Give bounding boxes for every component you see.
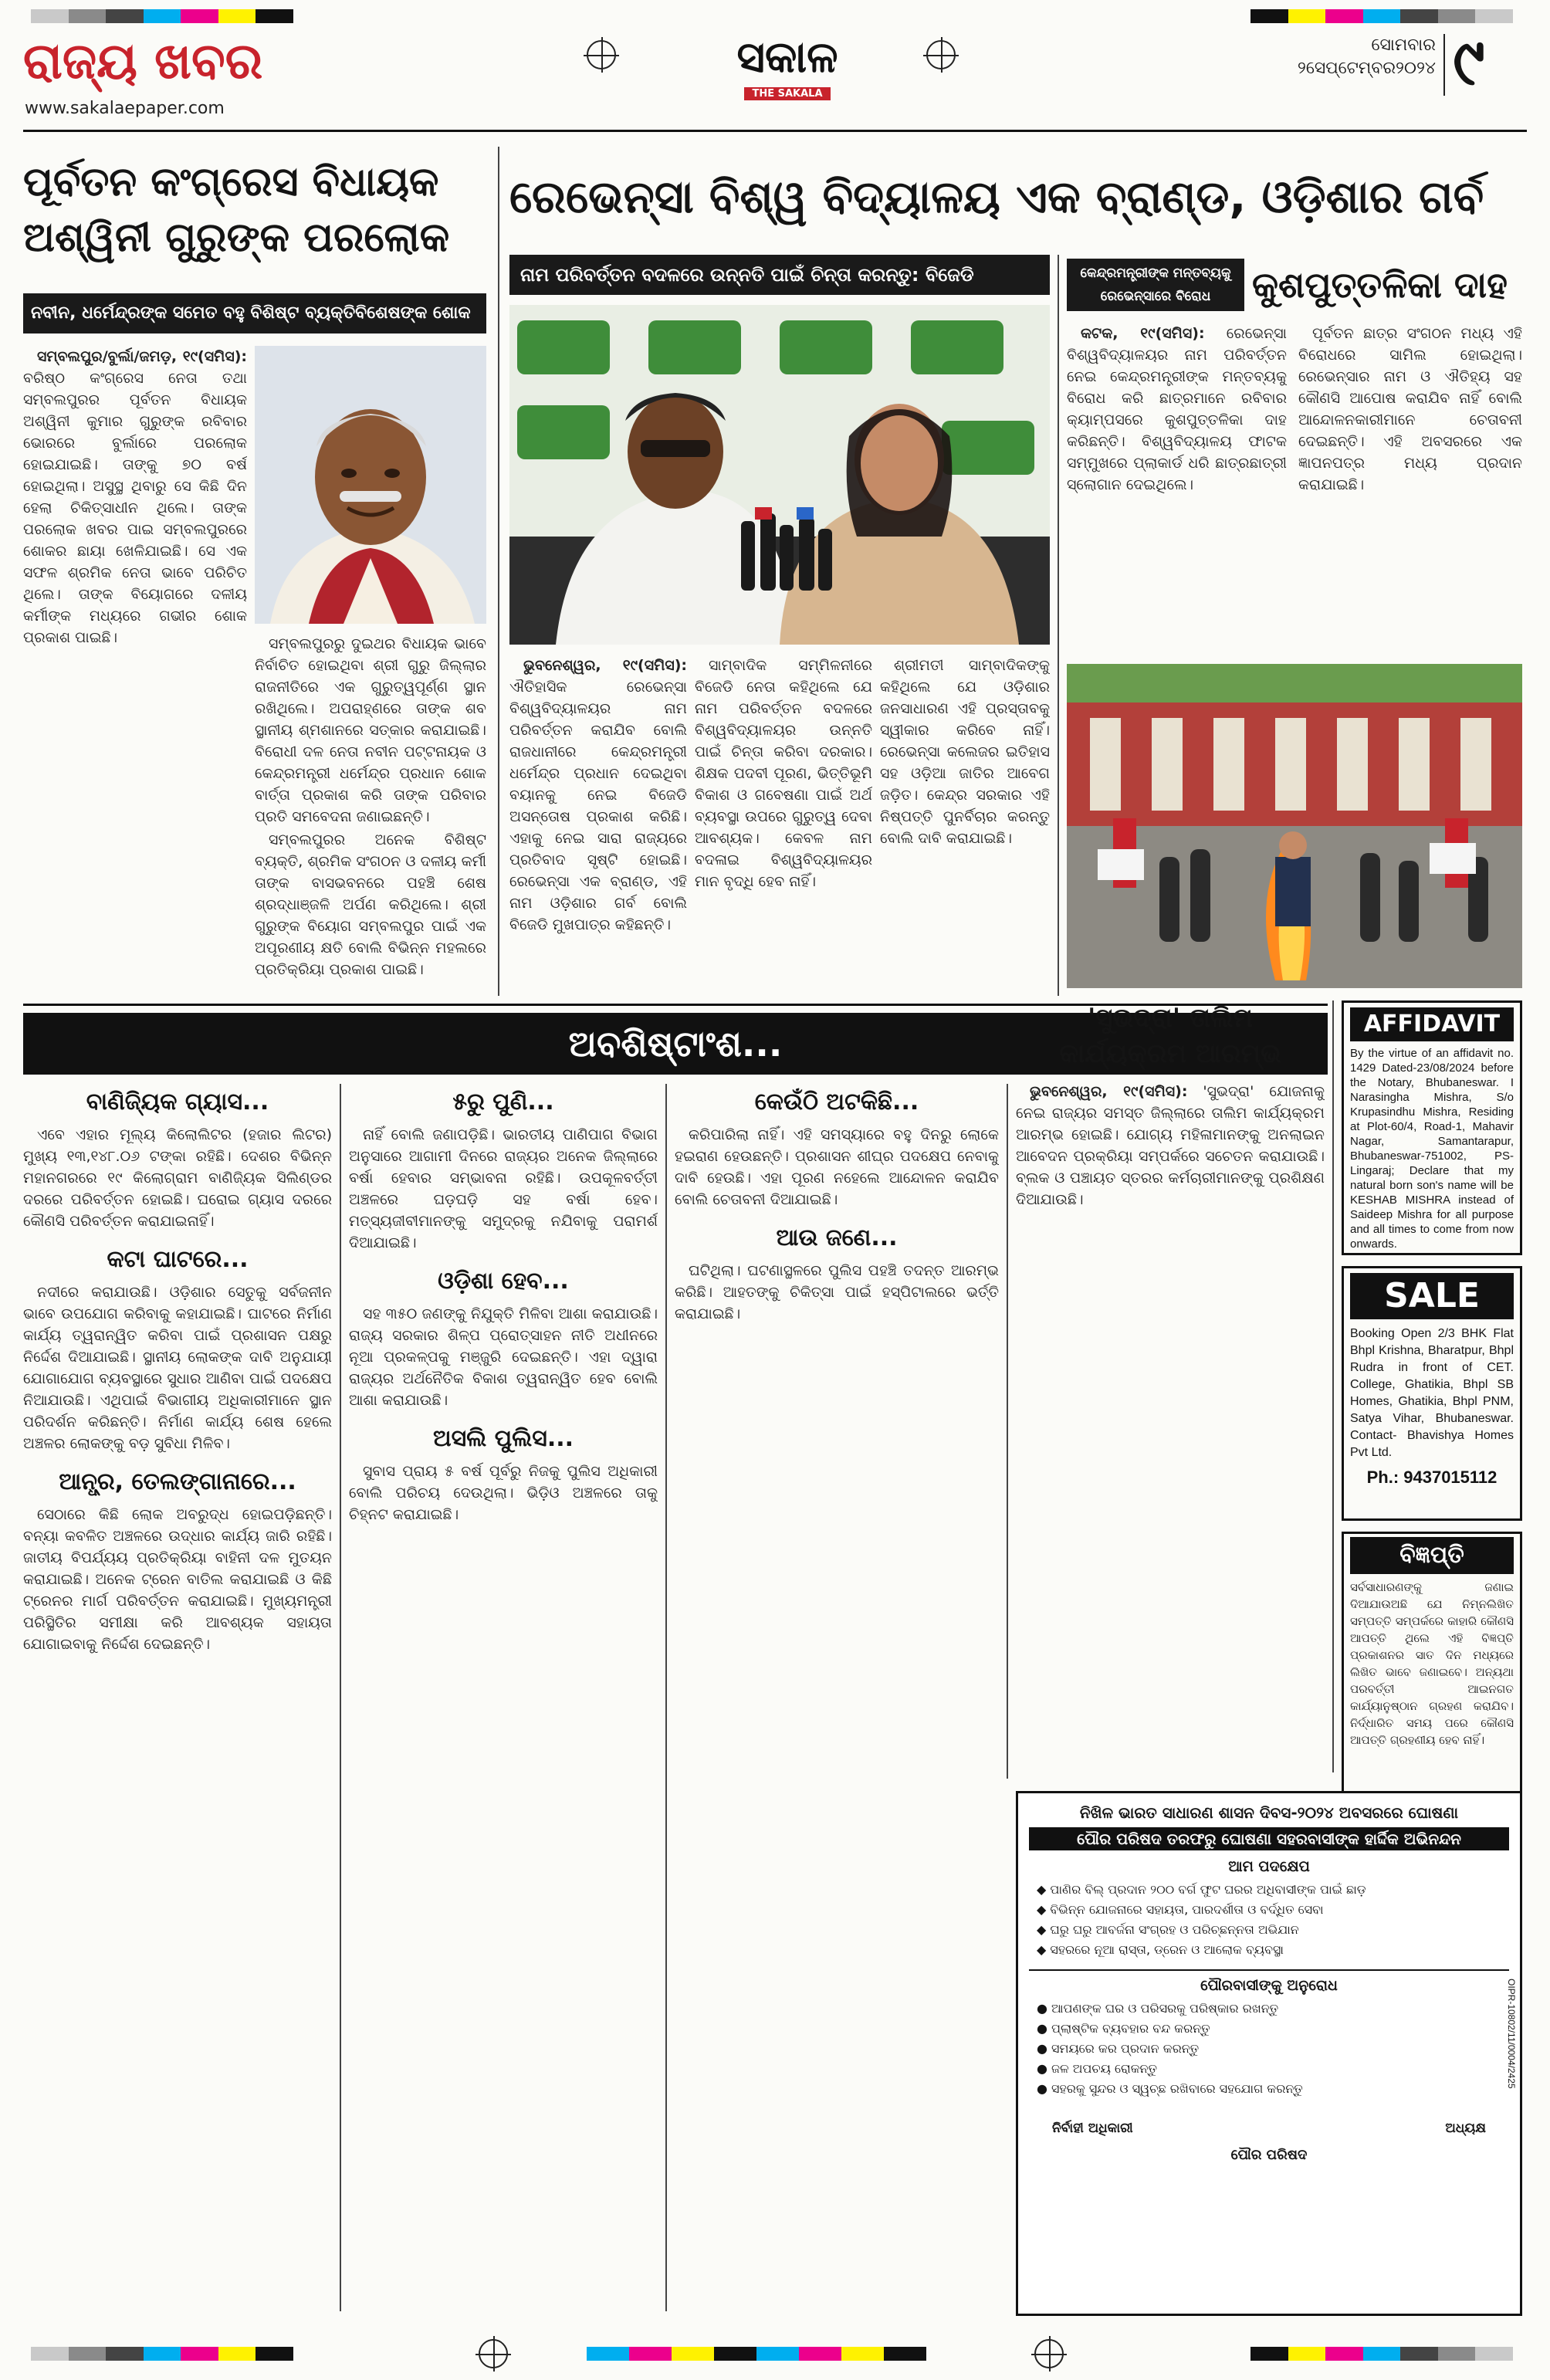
masthead-logo xyxy=(710,31,865,108)
dateline: ଭୁବନେଶ୍ୱର, ୧୯(ସମିସ): xyxy=(1030,1083,1188,1100)
govt-ad-section: ପୌରବାସୀଙ୍କୁ ଅନୁରୋଧ xyxy=(1029,1969,1509,1994)
page-number: ୯ xyxy=(1453,24,1485,100)
sale-ad xyxy=(1342,1266,1522,1521)
story1-column xyxy=(255,633,486,1056)
jump-heading: ବାଣିଜ୍ୟିକ ଗ୍ୟାସ... xyxy=(86,1088,269,1116)
jump-heading: ଆନ୍ଧ୍ର, ତେଲଙ୍ଗାନାରେ... xyxy=(59,1468,296,1495)
story2-column xyxy=(695,655,872,994)
story2-column xyxy=(880,655,1050,994)
headline-line: 'ସୁଭଦ୍ରା' ତାଲିମ xyxy=(1087,1003,1254,1034)
sale-body: Booking Open 2/3 BHK Flat Bhpl Krishna, Bharatpur, Bhpl Rudra in front of CET. College, Ghatikia, Bhpl SB Homes, Ghatikia, Bhpl PNM, Satya Vihar, Bhubaneswar. Contact- Bhavishya Homes Pvt Ltd. xyxy=(1350,1327,1514,1459)
signatory-left: ନିର୍ବାହୀ ଅଧିକାରୀ xyxy=(1052,2121,1133,2136)
press-conference-photo xyxy=(509,305,1050,645)
jump-text xyxy=(349,1461,658,1525)
list-item-text: ସମୟରେ କର ପ୍ରଦାନ କରନ୍ତୁ xyxy=(1051,2041,1200,2056)
logo-subtext: THE SAKALA xyxy=(744,87,830,100)
tag-line: କେନ୍ଦ୍ରମନ୍ତ୍ରୀଙ୍କ ମନ୍ତବ୍ୟକୁ xyxy=(1080,266,1231,281)
jump-text xyxy=(349,1303,658,1411)
govt-ad-signatures xyxy=(1029,2121,1509,2136)
story2-headline: ରେଭେନ୍ସା ବିଶ୍ୱ ବିଦ୍ୟାଳୟ ଏକ ବ୍ରାଣ୍ଡ, ଓଡ଼ିଶାର ଗର୍ବ xyxy=(509,171,1484,223)
dateline: ସମ୍ବଲପୁର/ବୁର୍ଲା/ଜମଡ଼, ୧୯(ସମିସ): xyxy=(37,348,247,365)
affidavit-title: AFFIDAVIT xyxy=(1350,1007,1514,1041)
header-date-block xyxy=(1281,34,1436,80)
jump-heading: ଅସଲି ପୁଲିସ... xyxy=(432,1425,574,1452)
jump-body: ଏବେ ଏହାର ମୂଲ୍ୟ କିଲୋଲିଟର (ହଜାର ଲିଟର) ମୁଖ୍ୟ ୧୩,୧୪୮.୦୬ ଟଙ୍କା ରହିଛି। ଦେଶର ବିଭିନ୍ନ ମହାନଗରରେ ୧୯ କିଲୋଗ୍ରାମ ବାଣିଜ୍ୟିକ ସିଲିଣ୍ଡର ଦରରେ ପରିବର୍ତ୍ତନ ହୋଇଛି। ଘରୋଇ ଗ୍ୟାସ ଦରରେ କୌଣସି ପରିବର୍ତ୍ତନ କରାଯାଇନାହିଁ। xyxy=(23,1126,332,1230)
story-text: ସାମ୍ବାଦିକ ସମ୍ମିଳନୀରେ ବିଜେଡି ନେତା କହିଥିଲେ ଯେ ନାମ ପରିବର୍ତ୍ତନ ବଦଳରେ ବିଶ୍ୱବିଦ୍ୟାଳୟର ଉନ୍ନତି ପାଇଁ ଚିନ୍ତା କରିବା ଦରକାର। ଶିକ୍ଷକ ପଦବୀ ପୂରଣ, ଭିତ୍ତିଭୂମି ବିକାଶ ଓ ଗବେଷଣା ପାଇଁ ଅର୍ଥ ବ୍ୟବସ୍ଥା ଉପରେ ଗୁରୁତ୍ୱ ଦେବା ଆବଶ୍ୟକ। କେବଳ ନାମ ବଦଳାଇ ବିଶ୍ୱବିଦ୍ୟାଳୟର ମାନ ବୃଦ୍ଧି ହେବ ନାହିଁ। xyxy=(695,657,872,890)
protest-image xyxy=(1067,664,1522,988)
jump-column xyxy=(23,1084,332,2311)
column-divider xyxy=(665,1084,667,2311)
story3-tag xyxy=(1067,259,1244,311)
column-divider xyxy=(1007,1084,1008,1779)
govt-ad-list xyxy=(1029,1999,1509,2099)
list-item-text: ବିଭିନ୍ନ ଯୋଜନାରେ ସହାୟତା, ପାରଦର୍ଶୀତା ଓ ବର୍ଦ୍ଧିତ ସେବା xyxy=(1050,1902,1324,1917)
jump-text xyxy=(23,1124,332,1232)
story3-headline: କୁଶପୁତ୍ତଳିକା ଦାହ xyxy=(1252,264,1508,306)
color-bar-top xyxy=(1250,9,1513,23)
sale-phone[interactable]: Ph.: 9437015112 xyxy=(1366,1468,1498,1487)
jump-text xyxy=(23,1281,332,1454)
headline-line: କାର୍ଯ୍ୟକ୍ରମ ଆରମ୍ଭ xyxy=(1059,1038,1281,1069)
website-url[interactable]: www.sakalaepaper.com xyxy=(25,99,225,118)
dateline: ଭୁବନେଶ୍ୱର, ୧୯(ସମିସ): xyxy=(523,657,687,674)
story-text: ପୂର୍ବତନ ଛାତ୍ର ସଂଗଠନ ମଧ୍ୟ ଏହି ବିରୋଧରେ ସାମିଲ ହୋଇଥିଲା। ରେଭେନ୍ସାର ନାମ ଓ ଐତିହ୍ୟ ସହ କୌଣସି ଆପୋଷ କରାଯିବ ନାହିଁ ବୋଲି ଆନ୍ଦୋଳନକାରୀମାନେ ଚେତାବନୀ ଦେଇଛନ୍ତି। ଏହି ଅବସରରେ ଏକ ଜ୍ଞାପନପତ୍ର ମଧ୍ୟ ପ୍ରଦାନ କରାଯାଇଛି। xyxy=(1298,325,1522,493)
registration-mark-icon xyxy=(479,2339,508,2368)
portrait-image xyxy=(255,346,486,624)
list-item: ◆ ସହରରେ ନୂଆ ରାସ୍ତା, ଡ୍ରେନ ଓ ଆଲୋକ ବ୍ୟବସ୍ଥା xyxy=(1037,1942,1284,1957)
list-item-text: ଘରୁ ଘରୁ ଆବର୍ଜନା ସଂଗ୍ରହ ଓ ପରିଚ୍ଛନ୍ନତା ଅଭିଯାନ xyxy=(1050,1922,1299,1937)
header-day: ସୋମବାର xyxy=(1371,36,1436,55)
notice-body: ସର୍ବସାଧାରଣଙ୍କୁ ଜଣାଇ ଦିଆଯାଉଅଛି ଯେ ନିମ୍ନଲିଖିତ ସମ୍ପତ୍ତି ସମ୍ପର୍କରେ କାହାରି କୌଣସି ଆପତ୍ତି ଥିଲେ ଏହି ବିଜ୍ଞପ୍ତି ପ୍ରକାଶନର ସାତ ଦିନ ମଧ୍ୟରେ ଲିଖିତ ଭାବେ ଜଣାଇବେ। ଅନ୍ୟଥା ପରବର୍ତ୍ତୀ ଆଇନଗତ କାର୍ଯ୍ୟାନୁଷ୍ଠାନ ଗ୍ରହଣ କରାଯିବ। ନିର୍ଦ୍ଧାରିତ ସମୟ ପରେ କୌଣସି ଆପତ୍ତି ଗ୍ରହଣୀୟ ହେବ ନାହିଁ। xyxy=(1350,1580,1514,1747)
story1-subhead: ନବୀନ, ଧର୍ମେନ୍ଦ୍ରଙ୍କ ସମେତ ବହୁ ବିଶିଷ୍ଟ ବ୍ୟକ୍ତିବିଶେଷଙ୍କ ଶୋକ xyxy=(23,293,486,333)
registration-mark-icon xyxy=(926,40,956,69)
govt-ad-code: OIPR-10802/11/0004/2425 xyxy=(1506,1979,1517,2089)
jump-column xyxy=(349,1084,658,2311)
jump-column xyxy=(675,1084,999,2311)
story1-headline xyxy=(23,154,486,266)
registration-mark-icon xyxy=(1034,2339,1064,2368)
story3-column xyxy=(1298,323,1522,655)
subhadra-column xyxy=(1016,1081,1325,1776)
list-item: ◆ ପାଣିର ବିଲ୍ ପ୍ରଦାନ ୨୦୦ ବର୍ଗ ଫୁଟ ଘରର ଅଧିବାସୀଙ୍କ ପାଇଁ ଛାଡ଼ xyxy=(1037,1882,1366,1897)
banner-title: ଅବଶିଷ୍ଟାଂଶ... xyxy=(23,1013,1328,1075)
affidavit-ad xyxy=(1342,1000,1522,1255)
jump-body: ଘଟିଥିଲା। ଘଟଣାସ୍ଥଳରେ ପୁଲିସ ପହଞ୍ଚି ତଦନ୍ତ ଆରମ୍ଭ କରିଛି। ଆହତଙ୍କୁ ଚିକିତ୍ସା ପାଇଁ ହସ୍ପିଟାଲରେ ଭର୍ତ୍ତି କରାଯାଇଛି। xyxy=(675,1262,999,1322)
jump-body: ସହ ୩୫୦ ଜଣଙ୍କୁ ନିଯୁକ୍ତି ମିଳିବା ଆଶା କରାଯାଉଛି। ରାଜ୍ୟ ସରକାର ଶିଳ୍ପ ପ୍ରୋତ୍ସାହନ ନୀତି ଅଧୀନରେ ନୂଆ ପ୍ରକଳ୍ପକୁ ମଞ୍ଜୁରି ଦେଇଛନ୍ତି। ଏହା ଦ୍ୱାରା ରାଜ୍ୟର ଅର୍ଥନୈତିକ ବିକାଶ ତ୍ୱରାନ୍ୱିତ ହେବ ବୋଲି ଆଶା କରାଯାଉଛି। xyxy=(349,1305,658,1409)
list-item: ● ପ୍ଲାଷ୍ଟିକ ବ୍ୟବହାର ବନ୍ଦ କରନ୍ତୁ xyxy=(1037,2021,1210,2036)
header-date: ୨ସେପ୍ଟେମ୍ବର୨୦୨୪ xyxy=(1297,59,1436,78)
story-text: ବରିଷ୍ଠ କଂଗ୍ରେସ ନେତା ତଥା ସମ୍ବଲପୁରର ପୂର୍ବତନ ବିଧାୟକ ଅଶ୍ୱିନୀ କୁମାର ଗୁରୁଙ୍କ ରବିବାର ଭୋରରେ ବୁର୍ଲାରେ ପରଲୋକ ହୋଇଯାଇଛି। ତାଙ୍କୁ ୭୦ ବର୍ଷ ହୋଇଥିଲା। ଅସୁସ୍ଥ ଥିବାରୁ ସେ କିଛି ଦିନ ହେଲା ଚିକିତ୍ସାଧୀନ ଥିଲେ। ତାଙ୍କ ପରଲୋକ ଖବର ପାଇ ସମ୍ବଲପୁରରେ ଶୋକର ଛାୟା ଖେଳିଯାଇଛି। ସେ ଏକ ସଫଳ ଶ୍ରମିକ ନେତା ଭାବେ ପରିଚିତ ଥିଲେ। ତାଙ୍କ ବିୟୋଗରେ ଦଳୀୟ କର୍ମୀଙ୍କ ମଧ୍ୟରେ ଗଭୀର ଶୋକ ପ୍ରକାଶ ପାଇଛି। xyxy=(23,370,247,646)
story3-column xyxy=(1067,323,1287,655)
subhadra-headline xyxy=(1016,1000,1325,1072)
jump-body: ସୁବାସ ପ୍ରାୟ ୫ ବର୍ଷ ପୂର୍ବରୁ ନିଜକୁ ପୁଲିସ ଅଧିକାରୀ ବୋଲି ପରିଚୟ ଦେଉଥିଲା। ଭିଡ଼ିଓ ଅଞ୍ଚଳରେ ତାକୁ ଚିହ୍ନଟ କରାଯାଇଛି। xyxy=(349,1463,658,1523)
list-item-text: ଆପଣଙ୍କ ଘର ଓ ପରିସରକୁ ପରିଷ୍କାର ରଖନ୍ତୁ xyxy=(1051,2001,1279,2016)
story2-column xyxy=(509,655,687,994)
list-item: ● ସମୟରେ କର ପ୍ରଦାନ କରନ୍ତୁ xyxy=(1037,2041,1200,2056)
list-item-text: ସହରରେ ନୂଆ ରାସ୍ତା, ଡ୍ରେନ ଓ ଆଲୋକ ବ୍ୟବସ୍ଥା xyxy=(1050,1942,1284,1957)
govt-ad-footer: ପୌର ପରିଷଦ xyxy=(1230,2147,1308,2163)
color-bar-bottom xyxy=(31,2347,293,2361)
jump-heading: କଟା ଘାଟରେ... xyxy=(107,1246,249,1273)
jump-text xyxy=(349,1124,658,1254)
list-item: ● ଆପଣଙ୍କ ଘର ଓ ପରିସରକୁ ପରିଷ୍କାର ରଖନ୍ତୁ xyxy=(1037,2001,1279,2016)
headline-line: ଅଶ୍ୱିନୀ ଗୁରୁଙ୍କ ପରଲୋକ xyxy=(23,215,450,261)
story-text: ସମ୍ବଲପୁରରୁ ଦୁଇଥର ବିଧାୟକ ଭାବେ ନିର୍ବାଚିତ ହୋଇଥିବା ଶ୍ରୀ ଗୁରୁ ଜିଲ୍ଲାର ରାଜନୀତିରେ ଏକ ଗୁରୁତ୍ୱପୂର୍ଣ୍ଣ ସ୍ଥାନ ରଖିଥିଲେ। ଅପରାହ୍ଣରେ ତାଙ୍କ ଶବ ସ୍ଥାନୀୟ ଶ୍ମଶାନରେ ସତ୍କାର କରାଯାଇଛି। ବିରୋଧୀ ଦଳ ନେତା ନବୀନ ପଟ୍ଟନାୟକ ଓ କେନ୍ଦ୍ରମନ୍ତ୍ରୀ ଧର୍ମେନ୍ଦ୍ର ପ୍ରଧାନ ଶୋକ ବାର୍ତ୍ତା ପ୍ରକାଶ କରି ତାଙ୍କ ପରିବାର ପ୍ରତି ସମବେଦନା ଜଣାଇଛନ୍ତି। xyxy=(255,635,486,825)
column-divider xyxy=(498,147,499,996)
municipal-govt-ad xyxy=(1016,1791,1522,2316)
color-bar-bottom xyxy=(587,2347,926,2361)
story-text: ଐତିହାସିକ ରେଭେନ୍ସା ବିଶ୍ୱବିଦ୍ୟାଳୟର ନାମ ପରିବର୍ତ୍ତନ କରାଯିବ ବୋଲି ରାଜଧାନୀରେ କେନ୍ଦ୍ରମନ୍ତ୍ରୀ ଧର୍ମେନ୍ଦ୍ର ପ୍ରଧାନ ଦେଇଥିବା ବୟାନକୁ ନେଇ ବିଜେଡି ଅସନ୍ତୋଷ ପ୍ରକାଶ କରିଛି। ଏହାକୁ ନେଇ ସାରା ରାଜ୍ୟରେ ପ୍ରତିବାଦ ସୃଷ୍ଟି ହୋଇଛି। ରେଭେନ୍ସା ଏକ ବ୍ରାଣ୍ଡ, ଏହି ନାମ ଓଡ଼ିଶାର ଗର୍ବ ବୋଲି ବିଜେଡି ମୁଖପାତ୍ର କହିଛନ୍ତି। xyxy=(509,679,687,933)
column-divider xyxy=(340,1084,341,2311)
protest-photo xyxy=(1067,664,1522,988)
notice-ad xyxy=(1342,1532,1522,1825)
jump-body: ସେଠାରେ କିଛି ଲୋକ ଅବରୁଦ୍ଧ ହୋଇପଡ଼ିଛନ୍ତି। ବନ୍ୟା କବଳିତ ଅଞ୍ଚଳରେ ଉଦ୍ଧାର କାର୍ଯ୍ୟ ଜାରି ରହିଛି। ଜାତୀୟ ବିପର୍ଯ୍ୟୟ ପ୍ରତିକ୍ରିୟା ବାହିନୀ ଦଳ ମୁତୟନ କରାଯାଇଛି। ଅନେକ ଟ୍ରେନ ବାତିଲ କରାଯାଇଛି ଓ କିଛି ଟ୍ରେନର ମାର୍ଗ ପରିବର୍ତ୍ତନ କରାଯାଇଛି। ମୁଖ୍ୟମନ୍ତ୍ରୀ ପରିସ୍ଥିତିର ସମୀକ୍ଷା କରି ଆବଶ୍ୟକ ସହାୟତା ଯୋଗାଇବାକୁ ନିର୍ଦ୍ଦେଶ ଦେଇଛନ୍ତି। xyxy=(23,1506,332,1653)
signatory-right: ଅଧ୍ୟକ୍ଷ xyxy=(1445,2121,1486,2136)
header-rule xyxy=(23,130,1527,132)
jump-body: ନଦୀରେ କରାଯାଉଛି। ଓଡ଼ିଶାର ସେତୁକୁ ସର୍ବଜନୀନ ଭାବେ ଉପଯୋଗ କରିବାକୁ କହାଯାଇଛି। ଘାଟରେ ନିର୍ମାଣ କାର୍ଯ୍ୟ ତ୍ୱରାନ୍ୱିତ କରିବା ପାଇଁ ପ୍ରଶାସନ ପକ୍ଷରୁ ନିର୍ଦ୍ଦେଶ ଦିଆଯାଇଛି। ସ୍ଥାନୀୟ ଲୋକଙ୍କ ଦାବି ଅନୁଯାୟୀ ଯୋଗାଯୋଗ ବ୍ୟବସ୍ଥାରେ ସୁଧାର ଆଣିବା ପାଇଁ ପଦକ୍ଷେପ ନିଆଯାଉଛି। ଏଥିପାଇଁ ବିଭାଗୀୟ ଅଧିକାରୀମାନେ ସ୍ଥାନ ପରିଦର୍ଶନ କରିଛନ୍ତି। ନିର୍ମାଣ କାର୍ଯ୍ୟ ଶେଷ ହେଲେ ଅଞ୍ଚଳର ଲୋକଙ୍କୁ ବଡ଼ ସୁବିଧା ମିଳିବ। xyxy=(23,1284,332,1452)
portrait-photo xyxy=(255,346,486,624)
column-divider xyxy=(1332,1000,1334,1772)
sale-title: SALE xyxy=(1350,1273,1514,1319)
list-item-text: ସହରକୁ ସୁନ୍ଦର ଓ ସ୍ୱଚ୍ଛ ରଖିବାରେ ସହଯୋଗ କରନ୍ତୁ xyxy=(1051,2081,1303,2096)
header-divider xyxy=(1443,34,1445,96)
jump-text xyxy=(675,1124,999,1210)
registration-mark-icon xyxy=(587,40,616,69)
jump-body: କରିପାରିଲା ନାହିଁ। ଏହି ସମସ୍ୟାରେ ବହୁ ଦିନରୁ ଲୋକେ ହଇରାଣ ହେଉଛନ୍ତି। ପ୍ରଶାସନ ଶୀଘ୍ର ପଦକ୍ଷେପ ନେବାକୁ ଦାବି ହେଉଛି। ଏହା ପୂରଣ ନହେଲେ ଆନ୍ଦୋଳନ କରାଯିବ ବୋଲି ଚେତାବନୀ ଦିଆଯାଇଛି। xyxy=(675,1126,999,1208)
jump-text xyxy=(23,1504,332,1655)
list-item: ◆ ବିଭିନ୍ନ ଯୋଜନାରେ ସହାୟତା, ପାରଦର୍ଶୀତା ଓ ବର୍ଦ୍ଧିତ ସେବା xyxy=(1037,1902,1324,1917)
list-item: ● ସହରକୁ ସୁନ୍ଦର ଓ ସ୍ୱଚ୍ଛ ରଖିବାରେ ସହଯୋଗ କରନ୍ତୁ xyxy=(1037,2081,1303,2096)
list-item-text: ଜଳ ଅପଚୟ ରୋକନ୍ତୁ xyxy=(1051,2061,1157,2076)
tag-line: ରେଭେନ୍ସାରେ ବିରୋଧ xyxy=(1100,289,1211,304)
story-text: ସମ୍ବଲପୁରର ଅନେକ ବିଶିଷ୍ଟ ବ୍ୟକ୍ତି, ଶ୍ରମିକ ସଂଗଠନ ଓ ଦଳୀୟ କର୍ମୀ ତାଙ୍କ ବାସଭବନରେ ପହଞ୍ଚି ଶେଷ ଶ୍ରଦ୍ଧାଞ୍ଜଳି ଅର୍ପଣ କରିଥିଲେ। ଶ୍ରୀ ଗୁରୁଙ୍କ ବିୟୋଗ ସମ୍ବଲପୁର ପାଇଁ ଏକ ଅପୂରଣୀୟ କ୍ଷତି ବୋଲି ବିଭିନ୍ନ ମହଲରେ ପ୍ରତିକ୍ରିୟା ପ୍ରକାଶ ପାଇଛି। xyxy=(255,831,486,978)
logo-text: ସକାଳ xyxy=(736,32,838,83)
list-item: ● ଜଳ ଅପଚୟ ରୋକନ୍ତୁ xyxy=(1037,2061,1157,2076)
govt-ad-title: ନିଖିଳ ଭାରତ ସାଧାରଣ ଶାସନ ଦିବସ-୨୦୨୪ ଅବସରରେ ଘୋଷଣା xyxy=(1079,1803,1459,1822)
govt-ad-section: ଆମ ପଦକ୍ଷେପ xyxy=(1228,1858,1310,1875)
list-item-text: ପ୍ଲାଷ୍ଟିକ ବ୍ୟବହାର ବନ୍ଦ କରନ୍ତୁ xyxy=(1051,2021,1210,2036)
list-item-text: ପାଣିର ବିଲ୍ ପ୍ରଦାନ ୨୦୦ ବର୍ଗ ଫୁଟ ଘରର ଅଧିବାସୀଙ୍କ ପାଇଁ ଛାଡ଼ xyxy=(1050,1882,1366,1897)
story-text: ଶ୍ରୀମତୀ ସାମ୍ବାଦିକଙ୍କୁ କହିଥିଲେ ଯେ ଓଡ଼ିଶାର ଜନସାଧାରଣ ଏହି ପ୍ରସ୍ତାବକୁ ସ୍ୱୀକାର କରିବେ ନାହିଁ। ରେଭେନ୍ସା କଲେଜର ଇତିହାସ ସହ ଓଡ଼ିଆ ଜାତିର ଆବେଗ ଜଡ଼ିତ। କେନ୍ଦ୍ର ସରକାର ଏହି ନିଷ୍ପତ୍ତି ପୁନର୍ବିଚାର କରନ୍ତୁ ବୋଲି ଦାବି କରାଯାଇଛି। xyxy=(880,657,1050,847)
jump-heading: ୫ରୁ ପୁଣି... xyxy=(452,1088,554,1116)
affidavit-body: By the virtue of an affidavit no. 1429 Dated-23/08/2024 before the Notary, Bhubaneswar. I Narasingha Mishra, S/o Krupasindhu Mishra, Residing at Plot-60/4, Road-1, Mahavir Nagar, Samantarapur, Bhubaneswar-751002, PS-Lingaraj; Declare that my natural born son's name will be KESHAB MISHRA instead of Saideep Mishra for all purpose and all times to come from now onwards. xyxy=(1350,1047,1514,1251)
color-bar-top xyxy=(31,9,293,23)
press-conference-image xyxy=(509,305,1050,645)
jump-heading: କେଉଁଠି ଅଟକିଛି... xyxy=(754,1088,919,1116)
column-divider xyxy=(1058,255,1059,996)
jump-heading: ଆଉ ଜଣେ... xyxy=(776,1224,898,1251)
section-title: ରାଜ୍ୟ ଖବର xyxy=(23,33,263,90)
jump-body: ନାହିଁ ବୋଲି ଜଣାପଡ଼ିଛି। ଭାରତୀୟ ପାଣିପାଗ ବିଭାଗ ଅନୁସାରେ ଆଗାମୀ ଦିନରେ ରାଜ୍ୟର ଅନେକ ଜିଲ୍ଲାରେ ବର୍ଷା ହେବାର ସମ୍ଭାବନା ରହିଛି। ଉପକୂଳବର୍ତ୍ତୀ ଅଞ୍ଚଳରେ ଘଡ଼ଘଡ଼ି ସହ ବର୍ଷା ହେବ। ମତ୍ସ୍ୟଜୀବୀମାନଙ୍କୁ ସମୁଦ୍ରକୁ ନଯିବାକୁ ପରାମର୍ଶ ଦିଆଯାଇଛି। xyxy=(349,1126,658,1251)
notice-title: ବିଜ୍ଞପ୍ତି xyxy=(1350,1537,1514,1574)
headline-line: ପୂର୍ବତନ କଂଗ୍ରେସ ବିଧାୟକ xyxy=(23,159,439,205)
list-item: ◆ ଘରୁ ଘରୁ ଆବର୍ଜନା ସଂଗ୍ରହ ଓ ପରିଚ୍ଛନ୍ନତା ଅଭିଯାନ xyxy=(1037,1922,1299,1937)
govt-ad-list xyxy=(1029,1880,1509,1960)
story1-column xyxy=(23,346,247,1056)
jump-heading: ଓଡ଼ିଶା ହେବ... xyxy=(438,1268,569,1295)
jump-text xyxy=(675,1260,999,1325)
dateline: କଟକ, ୧୯(ସମିସ): xyxy=(1081,325,1205,342)
story-text: 'ସୁଭଦ୍ରା' ଯୋଜନାକୁ ନେଇ ରାଜ୍ୟର ସମସ୍ତ ଜିଲ୍ଲାରେ ତାଲିମ କାର୍ଯ୍ୟକ୍ରମ ଆରମ୍ଭ ହୋଇଛି। ଯୋଗ୍ୟ ମହିଳାମାନଙ୍କୁ ଅନଲାଇନ ଆବେଦନ ପ୍ରକ୍ରିୟା ସମ୍ପର୍କରେ ସଚେତନ କରାଯାଉଛି। ବ୍ଲକ ଓ ପଞ୍ଚାୟତ ସ୍ତରର କର୍ମଚାରୀମାନଙ୍କୁ ପ୍ରଶିକ୍ଷଣ ଦିଆଯାଉଛି। xyxy=(1016,1083,1325,1208)
govt-ad-subtitle: ପୌର ପରିଷଦ ତରଫରୁ ଘୋଷଣା ସହରବାସୀଙ୍କ ହାର୍ଦ୍ଦିକ ଅଭିନନ୍ଦନ xyxy=(1029,1827,1509,1850)
story2-subhead: ନାମ ପରିବର୍ତ୍ତନ ବଦଳରେ ଉନ୍ନତି ପାଇଁ ଚିନ୍ତା କରନ୍ତୁ: ବିଜେଡି xyxy=(509,255,1050,295)
color-bar-bottom xyxy=(1250,2347,1513,2361)
story-text: ରେଭେନ୍ସା ବିଶ୍ୱବିଦ୍ୟାଳୟର ନାମ ପରିବର୍ତ୍ତନ ନେଇ କେନ୍ଦ୍ରମନ୍ତ୍ରୀଙ୍କ ମନ୍ତବ୍ୟକୁ ବିରୋଧ କରି ଛାତ୍ରମାନେ ରବିବାର କ୍ୟାମ୍ପସରେ କୁଶପୁତ୍ତଳିକା ଦାହ କରିଛନ୍ତି। ବିଶ୍ୱବିଦ୍ୟାଳୟ ଫାଟକ ସମ୍ମୁଖରେ ପ୍ଲାକାର୍ଡ ଧରି ଛାତ୍ରଛାତ୍ରୀ ସ୍ଲୋଗାନ ଦେଇଥିଲେ। xyxy=(1067,325,1287,493)
